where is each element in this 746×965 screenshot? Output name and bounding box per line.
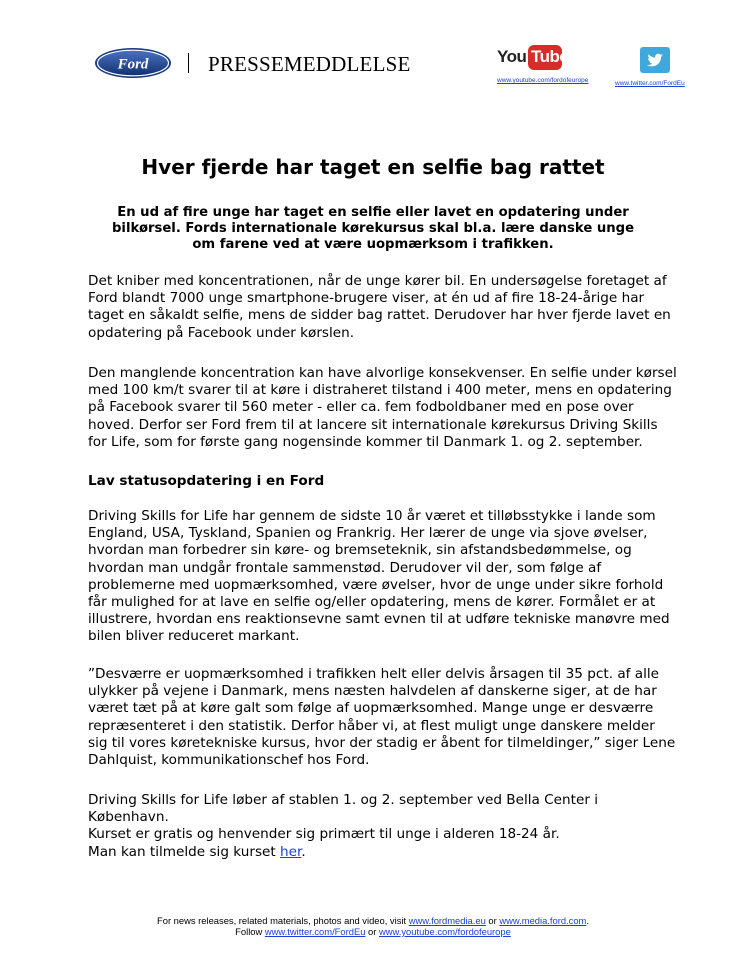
paragraph-5 [88, 792, 678, 861]
article-headline: Hver fjerde har taget en selfie bag rattet [141, 155, 605, 179]
header-divider [188, 53, 189, 73]
footer [0, 915, 746, 937]
fordmedia-link[interactable]: www.fordmedia.eu [408, 915, 486, 926]
footer-period: . [586, 915, 589, 926]
footer-text-2: Follow [235, 926, 265, 937]
paragraph-3: Driving Skills for Life har gennem de sidste 10 år været et tilløbsstykke i lande som England, USA, Tyskland, Spanien og Frankrig. Her lærer de unge via sjove øvelser, hvordan man forbedrer sin køre- og bremseteknik, sin afstandsbedømmelse, og hvordan man undgår frontale sammenstød. Derudover vil der, som følge af problemerne med uopmærksomhed, være øvelser, hvor de unge under sikre forhold får mulighed for at lave en selfie og/eller opdatering, mens de kører. Formålet er at illustrere, hvordan ens reaktionsevne samt evnen til at udføre tekniske manøvre med bilen bliver reduceret markant. [88, 508, 670, 645]
media-ford-link[interactable]: www.media.ford.com [499, 915, 587, 926]
ford-logo [94, 47, 172, 79]
paragraph-5-line-1: Driving Skills for Life løber af stablen 1. og 2. september ved Bella Center i København. [88, 792, 599, 826]
footer-youtube-link[interactable]: www.youtube.com/fordofeurope [378, 926, 511, 937]
ford-logo-text: Ford [117, 56, 149, 73]
footer-line-2 [0, 926, 746, 937]
paragraph-5-line-3 [88, 844, 678, 861]
footer-or-2: or [365, 926, 379, 937]
youtube-logo-tube: Tube [531, 47, 569, 66]
footer-text-1: For news releases, related materials, photos and video, visit [157, 915, 409, 926]
press-release-label: PRESSEMEDDLELSE [208, 52, 411, 76]
youtube-logo-you: You [497, 47, 527, 66]
footer-line-1 [0, 915, 746, 926]
youtube-link[interactable]: www.youtube.com/fordofeurope [497, 77, 589, 84]
article-lead: En ud af fire unge har taget en selfie eller lavet en opdatering under bilkørsel. Fords internationale kørekursus skal bl.a. lære danske unge om farene ved at være uopmærksom i trafikken. [111, 205, 635, 252]
footer-or-1: or [485, 915, 500, 926]
twitter-link[interactable]: www.twitter.com/FordEu [615, 80, 685, 87]
paragraph-1: Det kniber med koncentrationen, når de unge kører bil. En undersøgelse foretaget af Ford blandt 7000 unge smartphone-brugere viser, at én ud af fire 18-24-årige har taget en såkaldt selfie, mens de sidder bag rattet. Derudover har hver fjerde lavet en opdatering på Facebook under kørslen. [88, 273, 671, 341]
paragraph-2: Den manglende koncentration kan have alvorlige konsekvenser. En selfie under kørsel med 100 km/t svarer til at køre i distraheret tilstand i 400 meter, mens en opdatering på Facebook svarer til 560 meter - eller ca. fem fodboldbaner med en pose over hoved. Derfor ser Ford frem til at lancere sit internationale kørekursus Driving Skills for Life, som for første gang nogensinde kommer til Danmark 1. og 2. september. [88, 365, 677, 450]
signup-link[interactable]: her [280, 843, 302, 860]
signup-period: . [301, 843, 306, 860]
paragraph-4: ”Desværre er uopmærksomhed i trafikken helt eller delvis årsagen til 35 pct. af alle ulykker på vejene i Danmark, mens næsten halvdelen af danskerne siger, at de har været tæt på at køre galt som følge af uopmærksomhed. Mange unge er desværre repræsenteret i den statistik. Derfor håber vi, at flest muligt unge danskere melder sig til vores køretekniske kursus, hvor der stadig er åbent for tilmeldinger,” siger Lene Dahlquist, kommunikationschef hos Ford. [88, 666, 676, 769]
signup-text: Man kan tilmelde sig kurset [88, 843, 281, 860]
paragraph-5-line-2: Kurset er gratis og henvender sig primært til unge i alderen 18-24 år. [88, 826, 560, 843]
twitter-bird-icon [640, 47, 670, 73]
footer-twitter-link[interactable]: www.twitter.com/FordEu [264, 926, 366, 937]
section-subheading: Lav statusopdatering i en Ford [88, 473, 325, 489]
